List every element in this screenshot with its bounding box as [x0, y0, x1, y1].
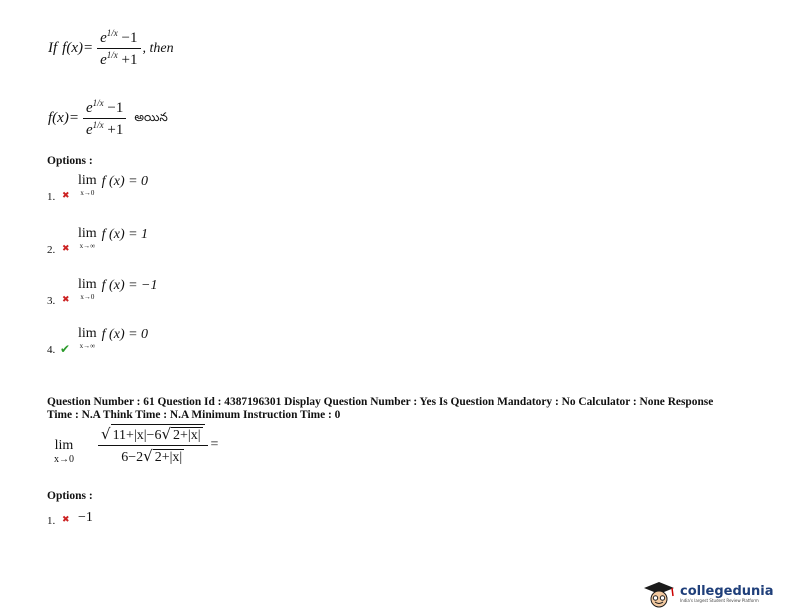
q1-option-2[interactable] — [47, 227, 247, 259]
option-expression: f (x) = 0 — [101, 174, 149, 189]
q2-options-label: Options : — [47, 490, 93, 502]
brand-name: collegedunia — [680, 584, 774, 599]
cross-icon: ✖ — [62, 191, 70, 201]
q1-option-1[interactable] — [47, 174, 247, 206]
metadata-line-2: Time : N.A Think Time : N.A Minimum Instruction Time : 0 — [47, 409, 341, 421]
limit-operator: lim x→0 — [78, 277, 97, 301]
limit-operator: lim x→∞ — [78, 226, 97, 250]
option-expression: f (x) = 0 — [101, 327, 149, 342]
cross-icon: ✖ — [62, 515, 70, 525]
option-expression: −1 — [78, 510, 93, 525]
telugu-suffix: అయిన — [134, 110, 168, 124]
q1-statement-te — [48, 98, 168, 139]
option-number: 1. — [47, 515, 56, 527]
q2-metadata — [47, 396, 767, 422]
option-number: 2. — [47, 244, 56, 256]
cross-icon: ✖ — [62, 244, 70, 254]
q1-option-3[interactable] — [47, 278, 247, 310]
fraction-expression: $\frac{e^{1/x} -1}{e^{1/x} +1}$ — [97, 28, 140, 69]
option-expression: f (x) = −1 — [101, 278, 158, 293]
check-icon: ✔ — [60, 342, 71, 356]
option-number: 3. — [47, 295, 56, 307]
q2-fraction: $\frac{√ 11+|x|-6√ 2+|x|}{6-2√ 2+|x|}$ — [98, 424, 208, 466]
brand-logo — [640, 580, 774, 608]
limit-operator: lim x→∞ — [78, 326, 97, 350]
brand-tagline: India's largest Student Review Platform — [680, 598, 759, 603]
function-label: f(x)= — [48, 110, 79, 126]
metadata-line-1: Question Number : 61 Question Id : 4387196301 Display Question Number : Yes Is Question Mandatory : No Calculator : None Response — [47, 396, 714, 408]
graduate-mascot-icon — [640, 580, 678, 608]
q1-options-label: Options : — [47, 155, 93, 167]
q2-expression — [54, 424, 218, 466]
function-label: f(x)= — [62, 40, 94, 56]
option-expression: f (x) = 1 — [101, 227, 149, 242]
cross-icon: ✖ — [62, 295, 70, 305]
q1-option-4[interactable] — [47, 327, 247, 359]
q1-statement-en — [48, 28, 174, 69]
then-label: , then — [142, 40, 174, 56]
fraction-expression: $\frac{e^{1/x} -1}{e^{1/x} +1}$ — [83, 98, 126, 139]
if-label: If — [48, 40, 58, 56]
equals-sign: = — [210, 437, 219, 452]
option-number: 1. — [47, 191, 56, 203]
q2-option-1[interactable] — [47, 510, 167, 530]
limit-operator: lim x→0 — [54, 438, 74, 465]
limit-operator: lim x→0 — [78, 173, 97, 197]
option-number: 4. — [47, 344, 56, 356]
